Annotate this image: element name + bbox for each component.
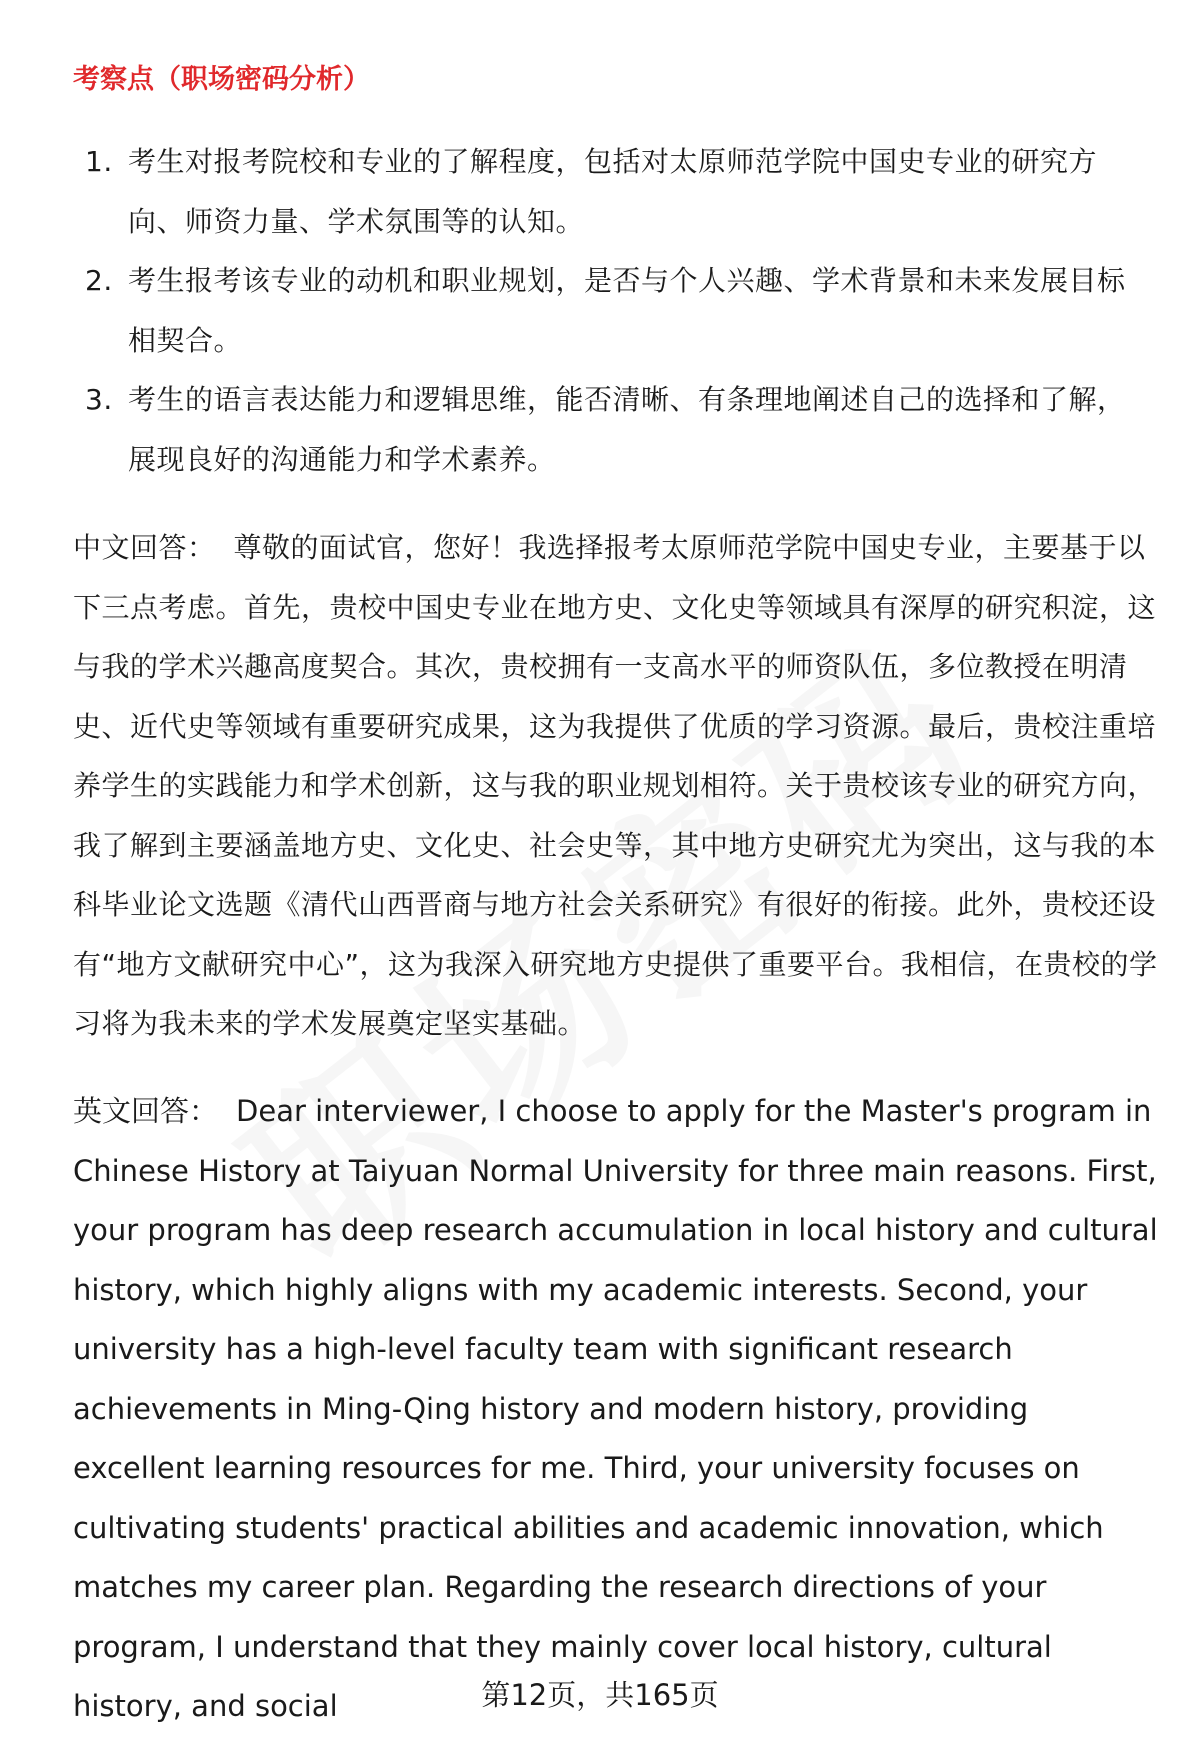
- list-item-text: 考生报考该专业的动机和职业规划，是否与个人兴趣、学术背景和未来发展目标相契合。: [128, 264, 1126, 357]
- english-answer: [73, 1082, 1163, 1737]
- chinese-answer-text: 尊敬的面试官，您好！我选择报考太原师范学院中国史专业，主要基于以下三点考虑。首先，贵校中国史专业在地方史、文化史等领域具有深厚的研究积淀，这与我的学术兴趣高度契合。其次，贵校拥有一支高水平的师资队伍，多位教授在明清史、近代史等领域有重要研究成果，这为我提供了优质的学习资源。最后，贵校注重培养学生的实践能力和学术创新，这与我的职业规划相符。关于贵校该专业的研究方向，我了解到主要涵盖地方史、文化史、社会史等，其中地方史研究尤为突出，这与我的本科毕业论文选题《清代山西晋商与地方社会关系研究》有很好的衔接。此外，贵校还设有“地方文献研究中心”，这为我深入研究地方史提供了重要平台。我相信，在贵校的学习将为我未来的学术发展奠定坚实基础。: [73, 531, 1158, 1040]
- list-item-text: 考生的语言表达能力和逻辑思维，能否清晰、有条理地阐述自己的选择和了解，展现良好的沟通能力和学术素养。: [128, 383, 1126, 476]
- list-item: [73, 132, 1153, 251]
- list-number: 2.: [85, 264, 113, 297]
- list-number: 1.: [85, 145, 113, 178]
- english-answer-text: Dear interviewer, I choose to apply for the Master's program in Chinese History at Taiyuan Normal University for three main reasons. First, your program has deep research accumulation in local history and cultural history, which highly aligns with my academic interests. Second, your university has a high-level faculty team with significant research achievements in Ming-Qing history and modern history, providing excellent learning resources for me. Third, your university focuses on cultivating students' practical abilities and academic innovation, which matches my career plan. Regarding the research directions of your program, I understand that they mainly cover local history, cultural history, and social: [73, 1094, 1158, 1723]
- list-item-text: 考生对报考院校和专业的了解程度，包括对太原师范学院中国史专业的研究方向、师资力量、学术氛围等的认知。: [128, 145, 1098, 238]
- points-list: [73, 132, 1153, 489]
- list-number: 3.: [85, 383, 113, 416]
- list-item: [73, 251, 1153, 370]
- english-answer-label: 英文回答：: [73, 1094, 219, 1128]
- chinese-answer-label: 中文回答：: [73, 531, 216, 564]
- section-title: 考察点（职场密码分析）: [73, 64, 370, 95]
- page-number-footer: 第12页，共165页: [481, 1678, 719, 1712]
- chinese-answer: [73, 518, 1163, 1054]
- list-item: [73, 370, 1153, 489]
